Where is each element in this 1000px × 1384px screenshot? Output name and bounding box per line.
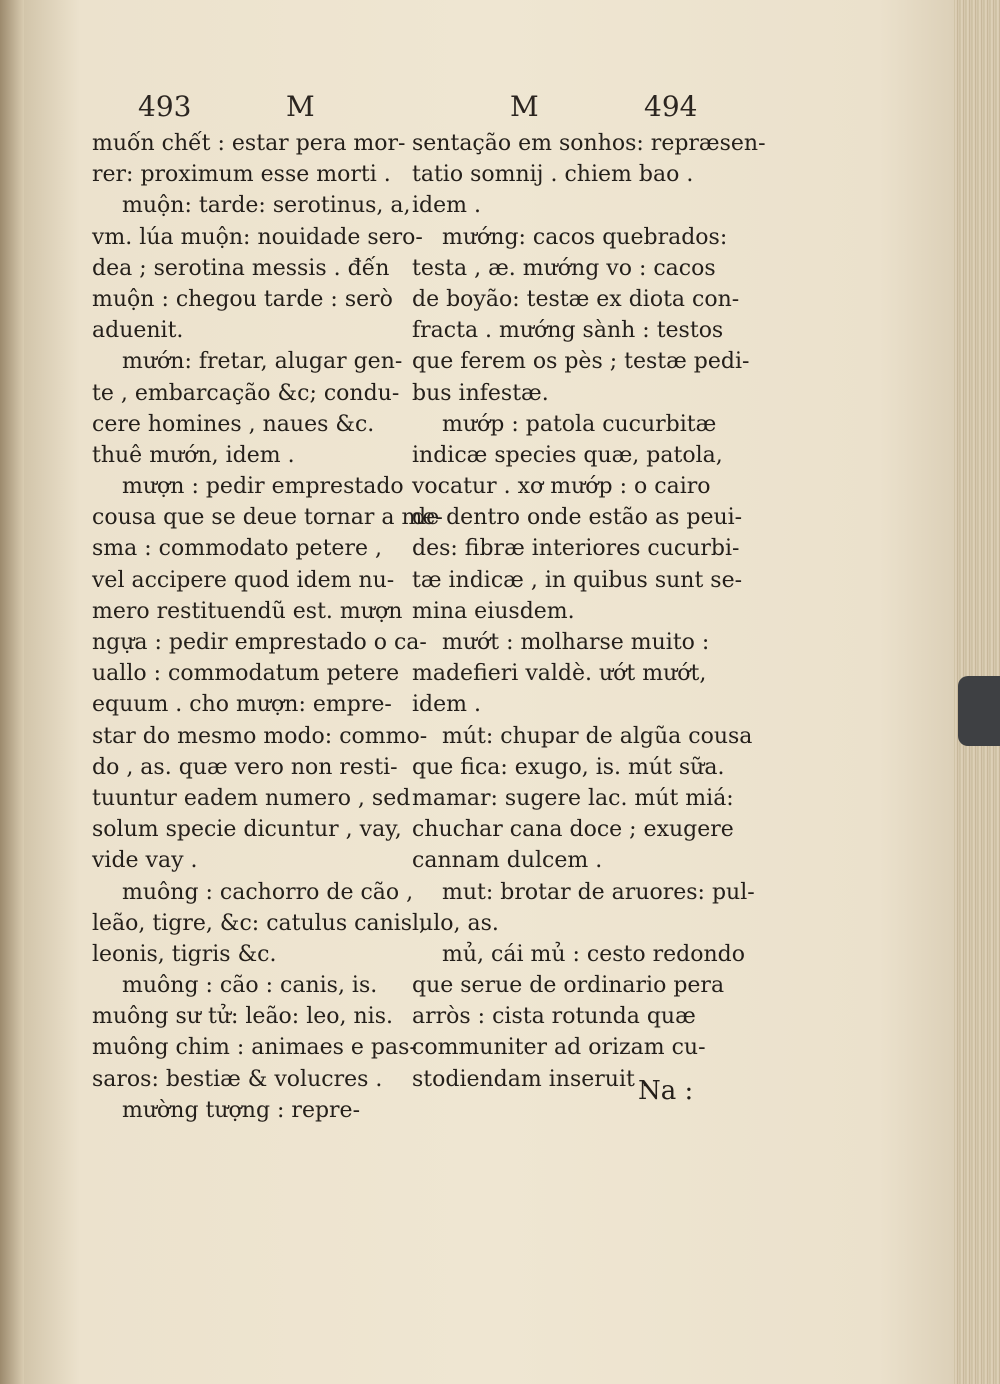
dictionary-line: testa , æ. mướng vo : cacos: [412, 255, 716, 281]
dictionary-line: cousa que se deue tornar a me-: [92, 505, 443, 531]
dictionary-line: tuuntur eadem numero , sed: [92, 785, 411, 811]
dictionary-line: vm. lúa muộn: nouidade sero-: [92, 224, 423, 250]
dictionary-line: que serue de ordinario pera: [412, 973, 725, 999]
right-running-letter: M: [510, 90, 539, 123]
dictionary-line: que ferem os pès ; testæ pedi-: [412, 349, 750, 375]
dictionary-line: uallo : commodatum petere: [92, 661, 400, 687]
dictionary-line: madefieri valdè. ướt mướt,: [412, 661, 707, 687]
dictionary-line: saros: bestiæ & volucres .: [92, 1066, 383, 1092]
catchword: Na :: [638, 1076, 694, 1106]
dictionary-line: star do mesmo modo: commo-: [92, 723, 428, 749]
dictionary-line: mero restituendũ est. mượn: [92, 598, 403, 624]
dictionary-line: mina eiusdem.: [412, 598, 575, 624]
dictionary-line: de boyão: testæ ex diota con-: [412, 286, 740, 312]
dictionary-line: thuê mướn, idem .: [92, 442, 295, 468]
dictionary-line: mướt : molharse muito :: [442, 630, 710, 655]
dictionary-line: do , as. quæ vero non resti-: [92, 754, 398, 780]
dictionary-line: muộn: tarde: serotinus, a,: [122, 193, 411, 219]
dictionary-line: fracta . mướng sành : testos: [412, 318, 724, 344]
right-column: [412, 128, 766, 1095]
dictionary-line: vel accipere quod idem nu-: [92, 567, 395, 593]
dictionary-line: mut: brotar de aruores: pul-: [442, 879, 755, 905]
dictionary-line: idem .: [412, 193, 481, 219]
dictionary-line: mượn : pedir emprestado: [122, 474, 404, 500]
left-page-number: 493: [138, 90, 192, 123]
dictionary-line: muộn : chegou tarde : serò: [92, 286, 393, 312]
dictionary-line: sentação em sonhos: repræsen-: [412, 131, 766, 156]
left-running-letter: M: [286, 90, 315, 123]
dictionary-line: indicæ species quæ, patola,: [412, 442, 723, 468]
dictionary-line: stodiendam inseruit .: [412, 1066, 649, 1092]
dictionary-line: cannam dulcem .: [412, 848, 603, 874]
dictionary-line: muông chim : animaes e pas-: [92, 1035, 417, 1061]
dictionary-line: mướng: cacos quebrados:: [442, 224, 728, 250]
dictionary-line: que fica: exugo, is. mút sữa.: [412, 754, 725, 780]
dictionary-line: mủ, cái mủ : cesto redondo: [442, 941, 745, 967]
dictionary-line: lulo, as.: [412, 910, 499, 936]
dictionary-line: idem .: [412, 692, 481, 718]
dictionary-line: te , embarcação &c; condu-: [92, 380, 400, 406]
dictionary-line: rer: proximum esse morti .: [92, 162, 391, 188]
dictionary-line: dea ; serotina messis . đến: [92, 255, 390, 281]
dictionary-line: tæ indicæ , in quibus sunt se-: [412, 567, 743, 593]
page-clip: [958, 676, 1000, 746]
dictionary-line: muông : cachorro de cão ,: [122, 879, 414, 905]
dictionary-line: vocatur . xơ mướp : o cairo: [412, 474, 711, 500]
dictionary-line: aduenit.: [92, 318, 184, 344]
dictionary-line: leão, tigre, &c: catulus canis ,: [92, 910, 427, 936]
dictionary-line: equum . cho mượn: empre-: [92, 692, 392, 718]
dictionary-line: vide vay .: [92, 848, 198, 874]
dictionary-line: muốn chết : estar pera mor-: [92, 131, 406, 156]
dictionary-line: muông : cão : canis, is.: [122, 973, 378, 999]
dictionary-line: mường tượng : repre-: [122, 1097, 361, 1123]
dictionary-line: des: fibræ interiores cucurbi-: [412, 536, 740, 562]
dictionary-line: mướp : patola cucurbitæ: [442, 411, 717, 437]
dictionary-line: sma : commodato petere ,: [92, 536, 382, 562]
left-column: [92, 128, 443, 1126]
dictionary-line: communiter ad orizam cu-: [412, 1035, 706, 1061]
facing-page-margin: [0, 0, 24, 1384]
dictionary-line: mút: chupar de algũa cousa: [442, 723, 753, 749]
dictionary-line: muông sư tử: leão: leo, nis.: [92, 1004, 393, 1030]
dictionary-line: mướn: fretar, alugar gen-: [122, 349, 403, 375]
dictionary-line: solum specie dicuntur , vay,: [92, 817, 402, 843]
dictionary-line: bus infestæ.: [412, 380, 549, 406]
dictionary-line: chuchar cana doce ; exugere: [412, 817, 734, 843]
dictionary-line: leonis, tigris &c.: [92, 941, 277, 967]
dictionary-line: arròs : cista rotunda quæ: [412, 1004, 696, 1030]
dictionary-line: ngựa : pedir emprestado o ca-: [92, 630, 427, 655]
right-page-number: 494: [644, 90, 698, 123]
dictionary-line: tatio somnij . chiem bao .: [412, 162, 694, 188]
dictionary-line: cere homines , naues &c.: [92, 411, 375, 437]
dictionary-line: mamar: sugere lac. mút miá:: [412, 785, 734, 811]
dictionary-line: de dentro onde estão as peui-: [412, 505, 743, 531]
